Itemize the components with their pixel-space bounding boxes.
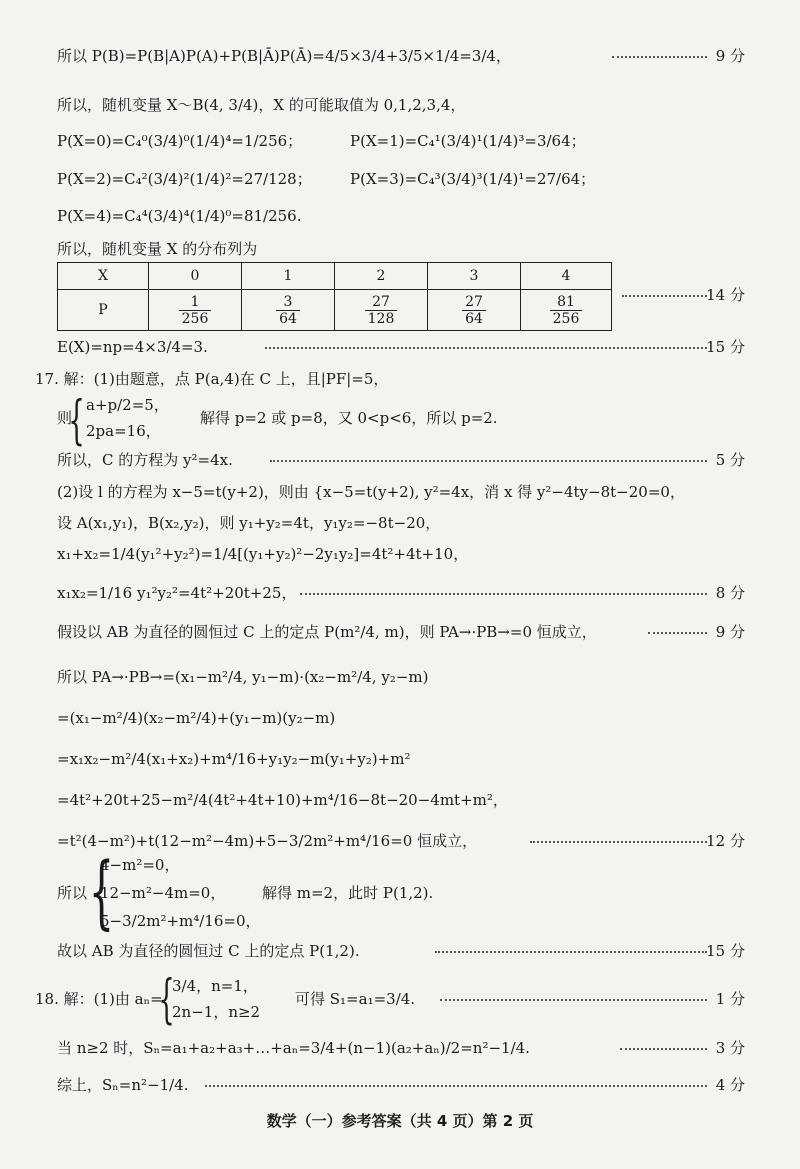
formula-text: 可得 S₁=a₁=3/4. xyxy=(295,990,416,1008)
formula-text: P(X=1)=C₄¹(3/4)¹(1/4)³=3/64； xyxy=(350,132,586,150)
table-cell: X xyxy=(58,263,149,290)
formula-text: E(X)=np=4×3/4=3. xyxy=(57,338,208,356)
body-text: 则 xyxy=(57,409,73,427)
denominator: 256 xyxy=(181,310,209,327)
formula-text: 综上，Sₙ=n²−1/4. xyxy=(57,1076,189,1094)
body-text: 所以，随机变量 X 的分布列为 xyxy=(57,240,258,258)
denominator: 64 xyxy=(465,310,483,327)
left-brace: { xyxy=(88,845,115,938)
formula-text: P(X=0)=C₄⁰(3/4)⁰(1/4)⁴=1/256； xyxy=(57,132,303,150)
line-expand-3 xyxy=(0,787,800,813)
score-label: 9 分 xyxy=(715,47,745,65)
denominator: 64 xyxy=(279,310,297,327)
line-assume xyxy=(0,619,800,645)
line-l-equation xyxy=(0,479,800,505)
formula-text: 当 n≥2 时，Sₙ=a₁+a₂+a₃+…+aₙ=3/4+(n−1)(a₂+aₙ)/2=n²−1/4. xyxy=(57,1039,530,1057)
line-q17-system xyxy=(0,391,800,451)
score-label: 1 分 xyxy=(715,990,745,1008)
line-x-sum xyxy=(0,541,800,567)
line-x-product xyxy=(0,580,800,606)
line-expectation xyxy=(0,334,800,360)
line-px2-px3 xyxy=(0,166,800,192)
formula-text: 12−m²−4m=0， xyxy=(100,884,226,902)
line-m-system xyxy=(0,845,800,938)
body-text: 故以 AB 为直径的圆恒过 C 上的定点 P(1,2). xyxy=(57,942,360,960)
table-cell: 2 xyxy=(335,263,428,290)
formula-text: 2n−1，n≥2 xyxy=(172,1003,261,1021)
dot-leader xyxy=(300,593,707,595)
dot-leader xyxy=(440,999,707,1001)
line-vieta xyxy=(0,510,800,536)
dot-leader xyxy=(620,1048,707,1050)
body-text: 所以 xyxy=(57,884,88,902)
line-c-equation xyxy=(0,447,800,473)
formula-text: 所以，C 的方程为 y²=4x. xyxy=(57,451,233,469)
line-table-score xyxy=(0,282,800,308)
score-label: 12 分 xyxy=(706,832,745,850)
line-conclusion-17 xyxy=(0,938,800,964)
line-px4 xyxy=(0,203,800,229)
score-label: 14 分 xyxy=(706,286,745,304)
formula-text: P(X=2)=C₄²(3/4)²(1/4)²=27/128； xyxy=(57,170,312,188)
numerator: 27 xyxy=(365,294,398,311)
body-text: 18. 解：(1)由 aₙ= xyxy=(35,990,163,1008)
dot-leader xyxy=(205,1085,707,1087)
formula-text: 2pa=16， xyxy=(86,422,161,440)
body-text: 解得 m=2，此时 P(1,2). xyxy=(262,884,434,902)
formula-text: 4−m²=0， xyxy=(100,856,180,874)
formula-text: P(X=4)=C₄⁴(3/4)⁴(1/4)⁰=81/256. xyxy=(57,207,302,225)
table-cell: 0 xyxy=(149,263,242,290)
formula-text: x₁x₂=1/16 y₁²y₂²=4t²+20t+25， xyxy=(57,584,297,602)
formula-text: 假设以 AB 为直径的圆恒过 C 上的定点 P(m²/4, m)，则 PA→·PB→=0 恒成立， xyxy=(57,623,597,641)
formula-text: 5−3/2m²+m⁴/16=0， xyxy=(100,912,261,930)
score-label: 4 分 xyxy=(715,1076,745,1094)
body-text: 17. 解：(1)由题意，点 P(a,4)在 C 上，且|PF|=5， xyxy=(35,370,389,388)
score-label: 15 分 xyxy=(706,942,745,960)
numerator: 1 xyxy=(179,294,212,311)
dot-leader xyxy=(265,347,707,349)
denominator: 256 xyxy=(552,310,580,327)
line-summary xyxy=(0,1072,800,1098)
formula-text: 所以，随机变量 X～B(4, 3/4)，X 的可能取值为 0,1,2,3,4， xyxy=(57,96,466,114)
table-cell: 4 xyxy=(521,263,612,290)
table-cell: 1 xyxy=(242,263,335,290)
dot-leader xyxy=(270,460,707,462)
score-label: 15 分 xyxy=(706,338,745,356)
formula-text: (2)设 l 的方程为 x−5=t(y+2)，则由 {x−5=t(y+2), y²=4x，消 x 得 y²−4ty−8t−20=0， xyxy=(57,483,685,501)
line-binomial xyxy=(0,92,800,118)
line-q17-intro xyxy=(0,366,800,392)
dot-leader xyxy=(612,56,707,58)
left-brace: { xyxy=(68,391,85,451)
line-px0-px1 xyxy=(0,128,800,154)
formula-text: x₁+x₂=1/4(y₁²+y₂²)=1/4[(y₁+y₂)²−2y₁y₂]=4t²+4t+10， xyxy=(57,545,469,563)
line-expand-2 xyxy=(0,746,800,772)
numerator: 27 xyxy=(462,294,486,311)
body-text: 解得 p=2 或 p=8，又 0<p<6，所以 p=2. xyxy=(200,409,498,427)
formula-text: 所以 PA→·PB→=(x₁−m²/4, y₁−m)·(x₂−m²/4, y₂−m) xyxy=(57,668,429,686)
line-q18-system xyxy=(0,970,800,1030)
line-dot-product xyxy=(0,664,800,690)
dot-leader xyxy=(622,295,707,297)
score-label: 5 分 xyxy=(715,451,745,469)
numerator: 81 xyxy=(550,294,583,311)
formula-text: 所以 P(B)=P(B|A)P(A)+P(B|Ā)P(Ā)=4/5×3/4+3/5×1/4=3/4， xyxy=(57,47,511,65)
formula-text: =4t²+20t+25−m²/4(4t²+4t+10)+m⁴/16−8t−20−4mt+m²， xyxy=(57,791,508,809)
dot-leader xyxy=(530,841,707,843)
line-pb xyxy=(0,43,800,69)
line-dist-intro xyxy=(0,236,800,262)
score-label: 3 分 xyxy=(715,1039,745,1057)
table-cell: 3 xyxy=(428,263,521,290)
dot-leader xyxy=(435,951,707,953)
formula-text: =t²(4−m²)+t(12−m²−4m)+5−3/2m²+m⁴/16=0 恒成立， xyxy=(57,832,478,850)
score-label: 8 分 xyxy=(715,584,745,602)
formula-text: P(X=3)=C₄³(3/4)³(1/4)¹=27/64； xyxy=(350,170,596,188)
table-cell: P xyxy=(58,290,149,331)
left-brace: { xyxy=(158,970,175,1030)
formula-text: =(x₁−m²/4)(x₂−m²/4)+(y₁−m)(y₂−m) xyxy=(57,709,336,727)
line-sn xyxy=(0,1035,800,1061)
line-expand-4 xyxy=(0,828,800,854)
denominator: 128 xyxy=(367,310,395,327)
page-footer: 数学（一）参考答案（共 4 页）第 2 页 xyxy=(266,1112,534,1130)
score-label: 9 分 xyxy=(715,623,745,641)
formula-text: 3/4，n=1， xyxy=(172,977,258,995)
numerator: 3 xyxy=(276,294,300,311)
formula-text: 设 A(x₁,y₁)，B(x₂,y₂)，则 y₁+y₂=4t，y₁y₂=−8t−20， xyxy=(57,514,441,532)
formula-text: a+p/2=5， xyxy=(86,396,169,414)
dot-leader xyxy=(648,632,707,634)
line-expand-1 xyxy=(0,705,800,731)
formula-text: =x₁x₂−m²/4(x₁+x₂)+m⁴/16+y₁y₂−m(y₁+y₂)+m² xyxy=(57,750,411,768)
